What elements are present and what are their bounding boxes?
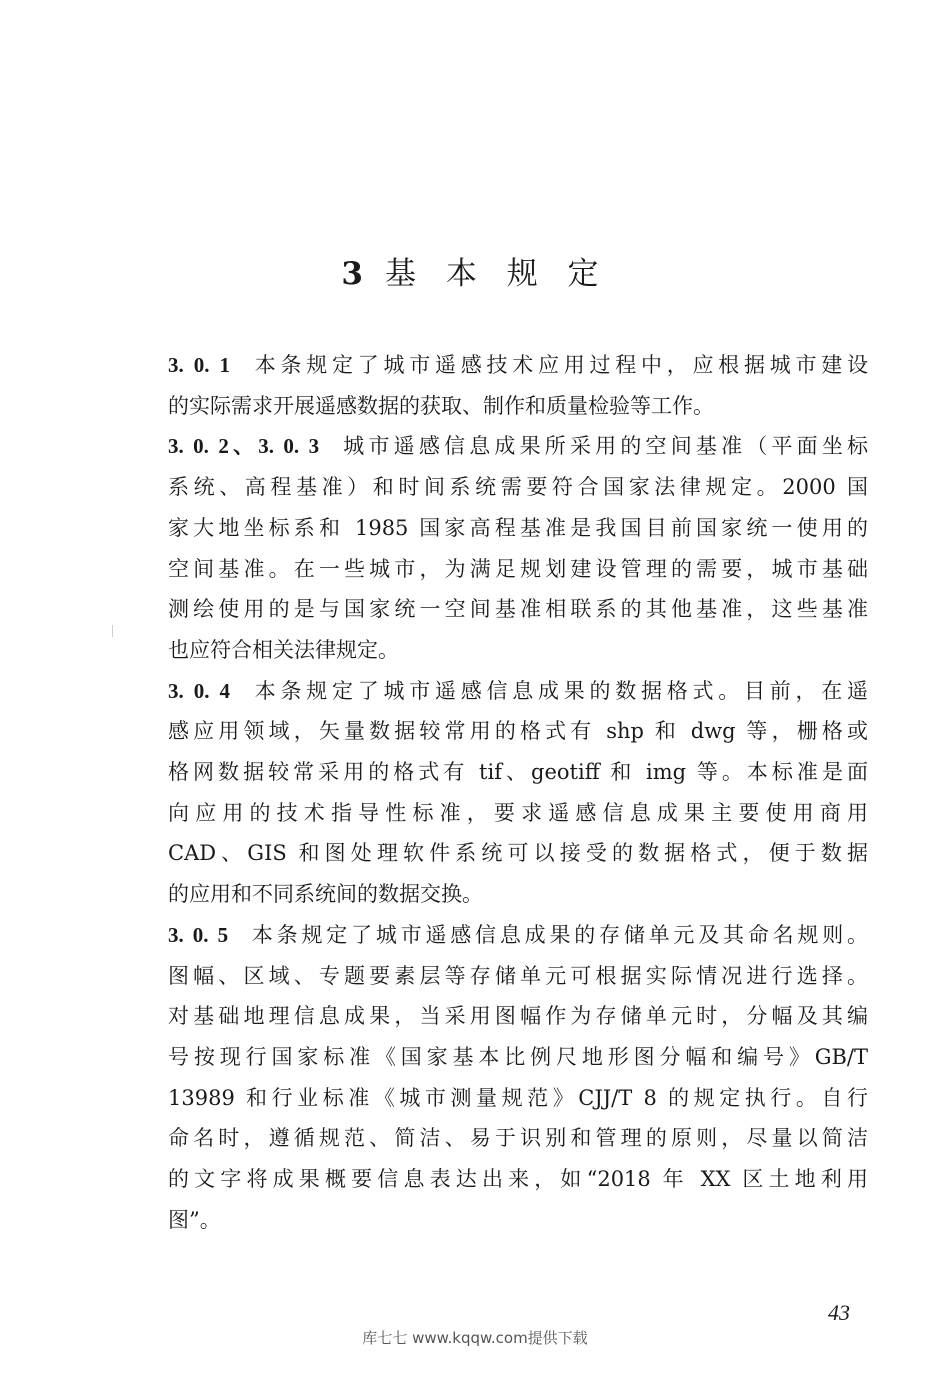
margin-mark <box>112 625 113 637</box>
clause-line: 3. 0. 2、3. 0. 3 城市遥感信息成果所采用的空间基准（平面坐标 <box>168 434 868 459</box>
clause-line: 3. 0. 5 本条规定了城市遥感信息成果的存储单元及其命名规则。 <box>168 922 868 947</box>
clause-line: CAD、GIS 和图处理软件系统可以接受的数据格式，便于数据 <box>168 841 868 866</box>
download-watermark: 库七七 www.kqqw.com提供下载 <box>362 1329 588 1347</box>
clause-3-0-4 <box>168 671 868 915</box>
clause-line: 对基础地理信息成果，当采用图幅作为存储单元时，分幅及其编 <box>168 1004 868 1029</box>
document-body <box>168 345 868 1240</box>
clause-line: 的文字将成果概要信息表达出来，如“2018 年 XX 区土地利用 <box>168 1167 868 1192</box>
clause-number: 3. 0. 5 <box>168 922 229 947</box>
page-number: 43 <box>828 1300 850 1325</box>
clause-3-0-5 <box>168 915 868 1241</box>
clause-3-0-1 <box>168 345 868 426</box>
clause-number: 3. 0. 4 <box>168 678 230 703</box>
clause-line: 家大地坐标系和 1985 国家高程基准是我国目前国家统一使用的 <box>168 515 868 540</box>
clause-3-0-2-3-0-3 <box>168 426 868 670</box>
clause-line: 3. 0. 4 本条规定了城市遥感信息成果的数据格式。目前，在遥 <box>168 678 868 703</box>
clause-line: 测绘使用的是与国家统一空间基准相联系的其他基准，这些基准 <box>168 597 868 622</box>
clause-line: 感应用领域，矢量数据较常用的格式有 shp 和 dwg 等，栅格或 <box>168 719 868 744</box>
clause-line: 系统、高程基准）和时间系统需要符合国家法律规定。2000 国 <box>168 475 868 500</box>
clause-line: 格网数据较常采用的格式有 tif、geotiff 和 img 等。本标准是面 <box>168 760 868 785</box>
chapter-number: 3 <box>341 256 373 292</box>
clause-line: 空间基准。在一些城市，为满足规划建设管理的需要，城市基础 <box>168 556 868 581</box>
clause-line: 图幅、区域、专题要素层等存储单元可根据实际情况进行选择。 <box>168 963 868 988</box>
clause-number: 3. 0. 1 <box>168 353 230 377</box>
clause-line: 号按现行国家标准《国家基本比例尺地形图分幅和编号》GB/T <box>168 1044 868 1069</box>
clause-line: 图”。 <box>168 1207 221 1232</box>
clause-line: 也应符合相关法律规定。 <box>168 637 399 662</box>
clause-line: 13989 和行业标准《城市测量规范》CJJ/T 8 的规定执行。自行 <box>168 1085 868 1110</box>
clause-line: 的应用和不同系统间的数据交换。 <box>168 882 483 907</box>
clause-line: 命名时，遵循规范、简洁、易于识别和管理的原则，尽量以简洁 <box>168 1126 868 1151</box>
clause-line: 的实际需求开展遥感数据的获取、制作和质量检验等工作。 <box>168 393 714 418</box>
clause-line: 向应用的技术指导性标准，要求遥感信息成果主要使用商用 <box>168 800 868 825</box>
chapter-title-text: 基 本 规 定 <box>385 256 609 292</box>
clause-line: 3. 0. 1 本条规定了城市遥感技术应用过程中，应根据城市建设 <box>168 353 868 377</box>
chapter-heading <box>0 248 950 293</box>
clause-number: 3. 0. 2、3. 0. 3 <box>168 434 320 459</box>
